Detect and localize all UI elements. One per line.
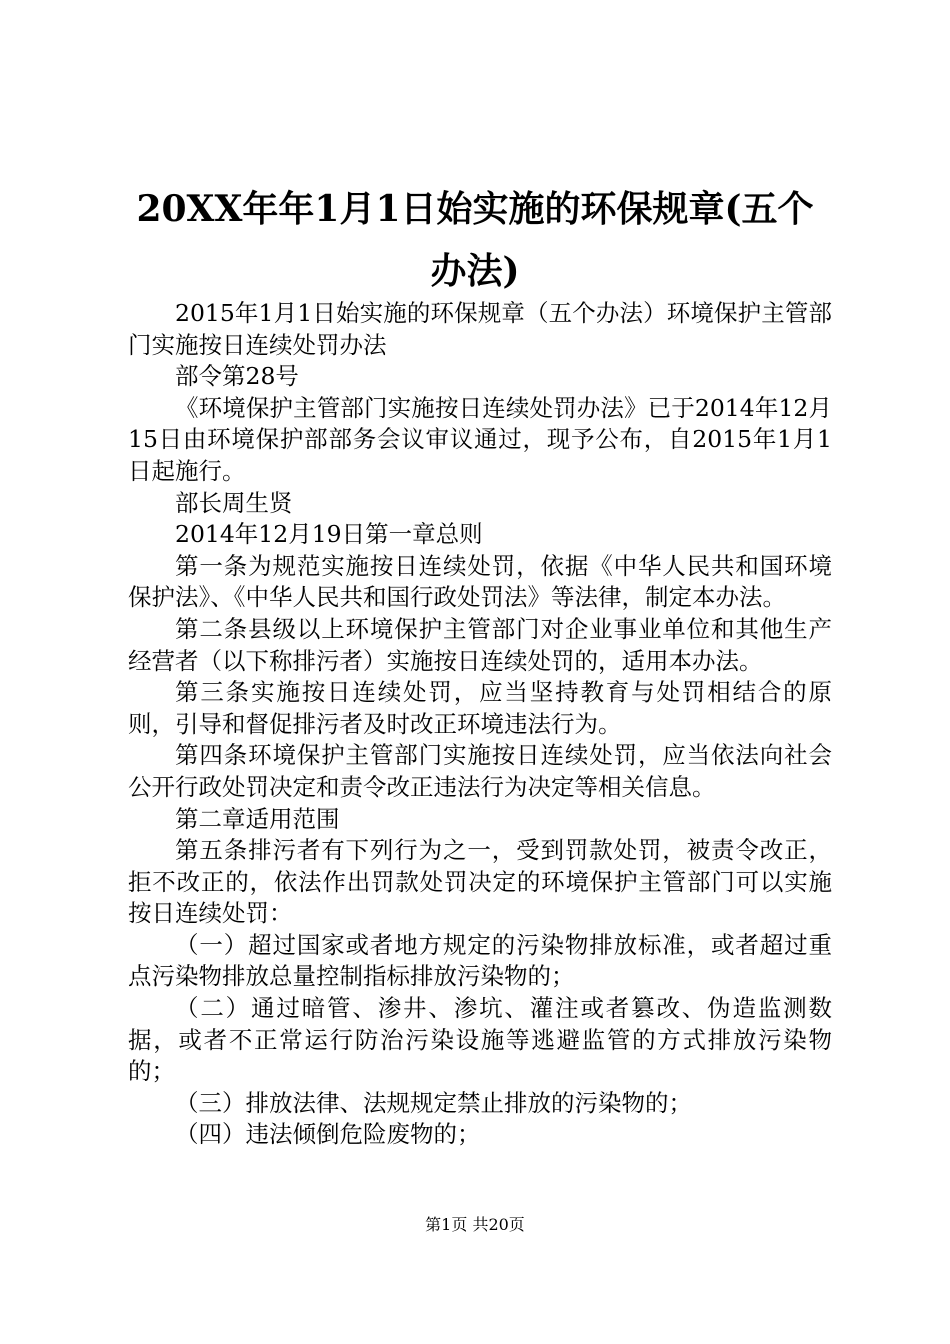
- paragraph-intro: 2015年1月1日始实施的环保规章（五个办法）环境保护主管部门实施按日连续处罚办法: [128, 299, 832, 359]
- paragraph-article-2: 第二条县级以上环境保护主管部门对企业事业单位和其他生产经营者（以下称排污者）实施按日连续处罚的，适用本办法。: [128, 614, 832, 675]
- paragraph-article-4: 第四条环境保护主管部门实施按日连续处罚，应当依法向社会公开行政处罚决定和责令改正违法行为决定等相关信息。: [128, 741, 832, 801]
- paragraph-item-3: （三）排放法律、法规规定禁止排放的污染物的；: [175, 1088, 692, 1117]
- document-body: [128, 298, 832, 1151]
- page-footer: 第1页 共20页: [425, 1215, 525, 1234]
- paragraph-item-1: （一）超过国家或者地方规定的污染物排放标准，或者超过重点污染物排放总量控制指标排放污染物的；: [128, 930, 832, 991]
- paragraph-item-2: （二）通过暗管、渗井、渗坑、灌注或者篡改、伪造监测数据，或者不正常运行防治污染设施等逃避监管的方式排放污染物的；: [128, 994, 832, 1086]
- paragraph-date-chapter-one: 2014年12月19日第一章总则: [175, 520, 483, 549]
- paragraph-announcement: 《环境保护主管部门实施按日连续处罚办法》已于2014年12月15日由环境保护部部务会议审议通过，现予公布，自2015年1月1日起施行。: [128, 393, 832, 485]
- paragraph-signatory: 部长周生贤: [175, 488, 293, 517]
- paragraph-article-3: 第三条实施按日连续处罚，应当坚持教育与处罚相结合的原则，引导和督促排污者及时改正环境违法行为。: [128, 678, 832, 738]
- paragraph-decree-number: 部令第28号: [175, 362, 299, 391]
- document-title: 20XX年年1月1日始实施的环保规章(五个办法): [136, 188, 814, 292]
- paragraph-article-1: 第一条为规范实施按日连续处罚，依据《中华人民共和国环境保护法》、《中华人民共和国行政处罚法》等法律，制定本办法。: [128, 551, 832, 612]
- paragraph-item-4: （四）违法倾倒危险废物的；: [175, 1120, 481, 1149]
- paragraph-chapter-two-heading: 第二章适用范围: [175, 804, 340, 833]
- paragraph-article-5: 第五条排污者有下列行为之一，受到罚款处罚，被责令改正，拒不改正的，依法作出罚款处罚决定的环境保护主管部门可以实施按日连续处罚：: [128, 836, 832, 928]
